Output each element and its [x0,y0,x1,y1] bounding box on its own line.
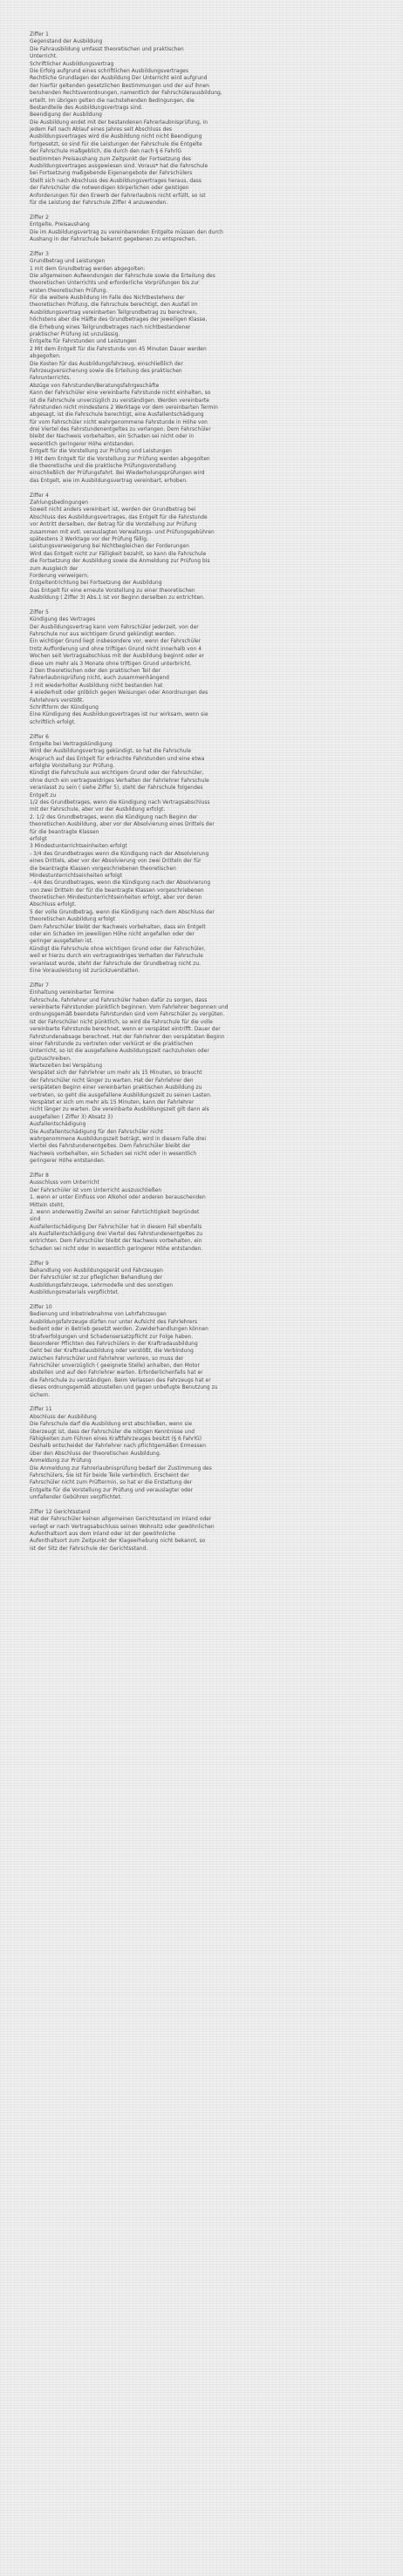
clause-section [30,214,379,244]
clause-section [30,1509,379,1553]
clause-section [30,1304,379,1399]
text-line: bestimmten Preisaushang zum Zeitpunkt der Fortsetzung des [30,156,192,162]
text-line: ohne durch ein vertragswidriges Verhalten der Fahrlehrer Fahrschule [30,778,209,784]
text-line: - 3/4 des Grundbetrages wenn die Kündigung nach der Absolvierung [30,851,209,857]
clause-heading: Ziffer 3 [30,251,49,257]
text-line: beruhenden Rechtsverordnungen, namentlich der Fahrschülerausbildung, [30,91,222,97]
text-line: weil er hierzu durch ein vertragswidriges Verhalten der Fahrschule [30,954,203,960]
text-line: Unterricht, so ist die ausgefallene Ausbildungszeit nachzuholen oder [30,1049,209,1055]
text-line: 2. 1/2 des Grundbetrages, wenn die Kündigung nach Beginn der [30,814,198,820]
text-line: Fahrerlaubnisprüfung nicht, auch zusammenhängend [30,676,169,682]
text-line: über den Abschluss der theoretischen Ausbildung. [30,1451,161,1457]
text-line: das Entgelt, wie im Ausbildungsvertrag vereinbart, erhoben. [30,478,188,484]
text-line: Fahrzeugversicherung sowie die Erteilung des praktischen [30,368,182,374]
text-line: Entgelte für die Vorstellung zur Prüfung und verauslagter oder [30,1487,194,1493]
text-line: trotz Aufforderung und ohne triftigen Grund nicht innerhalb von 4 [30,646,202,652]
text-line: jedem Fall nach Ablauf eines Jahres seit Abschluss des [30,127,173,133]
text-line: spätestens 3 Werktage vor der Prüfung fällig. [30,536,148,542]
text-line: theoretischen Unterrichts und erforderliche Vorprüfungen bis zur [30,281,200,287]
text-line: Fahrunterrichts. [30,376,72,382]
text-line: Wochen seit Vertragsabschluss mit der Ausbildung beginnt oder er [30,654,205,660]
text-line: sichern. [30,1392,51,1398]
text-line: Hat der Fahrschüler keinen allgemeinen Gerichtsstand im Inland oder [30,1517,212,1523]
text-line: mit der Fahrschule, aber vor der Ausbildung erfolgt. [30,807,166,813]
clause-heading: Ziffer 9 [30,1261,49,1267]
text-line: theoretischen Prüfung, die Fahrschule berechtigt, den Ausfall im [30,302,198,309]
text-line: Entgelte für Fahrstunden und Leistungen [30,339,137,345]
text-line: erfolgte Vorstellung zur Prüfung. [30,764,115,770]
text-line: Abschluss erfolgt. [30,902,77,908]
text-line: Besonderer Pflichten des Fahrschülers in der Kraftradausbildung [30,1341,198,1347]
clause-section [30,609,379,726]
text-line: für die beantragte Klassen [30,829,99,835]
text-line: erfolgt [30,836,47,842]
text-line: diese um mehr als 3 Monate ohne triftigen Grund unterbricht. [30,661,192,667]
text-line: Für die weitere Ausbildung im Falle des Nichtbestehens der [30,296,185,302]
text-line: ausgefallen ( Ziffer 3) Absatz 3) [30,1114,113,1120]
text-line: theoretischen Mindestunterrichtseinheiten erfolgt, aber vor deren [30,895,202,901]
text-line: Rechtliche Grundlagen der Ausbildung Der Unterricht wird aufgrund [30,76,208,82]
text-line: abgesagt, ist die Fahrschule berechtigt, eine Ausfallentschädigung [30,412,204,418]
text-line: Ausbildung ( Ziffer 3) Abs.1 ist vor Beginn derselben zu entrichten. [30,595,205,602]
text-line: der Fahrschüler die notwendigen körperlichen oder geistigen [30,186,189,192]
text-line: höchstens aber die Hälfte des Grundbetrages der jeweiligen Klasse, [30,317,208,323]
text-line: abgegolten. [30,354,61,360]
clause-section [30,1406,379,1501]
text-line: Kündigt die Fahrschule aus wichtigem Grund oder der Fahrschüler, [30,771,204,777]
text-line: abstellen und auf den Fahrlehrer warten. Erforderlichenfalls hat er [30,1370,203,1376]
text-line: Die Fahrschule darf die Ausbildung erst abschließen, wenn sie [30,1422,192,1428]
text-line: Der Ausbildungsvertrag kann vom Fahrschüler jederzeit, von der [30,624,199,630]
text-line: Mindestunterrichtseinheiten erfolgt [30,873,123,879]
text-line: Entgelte bei Vertragskündigung [30,741,113,747]
clause-heading: Ziffer 12 Gerichtsstand [30,1509,91,1515]
text-line: sind [30,1217,41,1223]
text-line: Ausbildungsvertrages wird die Ausbildung nicht nicht Beendigung [30,134,202,140]
text-line: Kündigung des Vertrages [30,617,96,623]
text-line: der Fahrschüler nicht länger zu warten. Hat der Fahrlehrer den [30,1077,194,1084]
text-line: Schaden sei nicht oder in wesentlich geringerer Höhe entstanden. [30,1246,203,1252]
text-line: zusammen mit evtl. verauslagten Verwaltungs- und Prüfungsgebühren [30,529,215,535]
text-line: verspäteten Beginn einer vereinbarten praktischen Ausbildung zu [30,1085,202,1091]
text-line: Forderung verweigern. [30,573,89,579]
text-line: von zwei Dritteln der für die beantragte Klassen vorgeschriebenen [30,887,204,894]
text-line: einschließlich der Prüfungsfahrt. Bei Wiederholungsprüfungen wird [30,471,205,477]
text-line: Die Ausbildung endet mit der bestandenen Fahrerlaubnisprüfung, in [30,119,208,126]
text-line: theoretischen Ausbildung, aber vor der Absolvierung eines Drittels der [30,822,215,828]
text-line: bleibt der Nachweis vorbehalten, ein Schaden sei nicht oder in [30,434,195,440]
text-line: wahrgenommene Ausbildungszeit beträgt, wird in diesem Falle drei [30,1136,207,1142]
text-line: 3 Mit dem Entgelt für die Vorstellung zur Prüfung werden abgegolten [30,456,210,462]
text-line: Verspätet sich der Fahrlehrer um mehr als 15 Minuten, so braucht [30,1071,202,1077]
text-line: Fahrschüler unverzüglich ( geeignete Stelle) anhalten, den Motor [30,1363,200,1370]
text-line: 1/2 des Grundbetrages, wenn die Kündigung nach Vertragsabschluss [30,800,210,806]
text-line: - 4/4 des Grundbetrages, wenn die Kündigung nach der Absolvierung [30,880,211,887]
text-line: Entgelt zu [30,792,57,799]
clause-heading: Ziffer 1 [30,32,49,37]
text-line: Anmeldung zur Prüfung [30,1458,92,1465]
text-line: Soweit nicht anders vereinbart ist, werden der Grundbetrag bei [30,507,196,513]
text-line: Die im Ausbildungsvertrag zu vereinbarenden Entgelte müssen den durch [30,229,223,235]
text-line: Abschluss der Ausbildung [30,1414,97,1420]
text-line: Kündigt die Fahrschule ohne wichtigen Grund oder der Fahrschüler, [30,946,206,952]
text-line: ordnungsgemäß beendete Fahrstunden sind vom Fahrschüler zu vergüten. [30,1012,225,1018]
text-line: fortgesetzt, so sind für die Leistungen der Fahrschule die Entgelte [30,141,202,147]
text-line: 2. wenn anderweitig Zweifel an seiner Fahrtüchtigkeit begründet [30,1209,200,1215]
text-line: geringerer Höhe entstanden. [30,1159,106,1165]
text-line: Grundbetrag und Leistungen [30,259,106,265]
text-line: nicht länger zu warten. Die vereinbarte Ausbildungszeit gilt dann als [30,1107,209,1113]
text-line: vereinbarte Fahrstunden pünktlich beginnen. Vom Fahrlehrer begonnen und [30,1004,229,1010]
text-line: Der Fahrschüler ist zur pfleglichen Behandlung der [30,1275,163,1281]
text-line: Bedienung und Inbetriebnahme von Lehrfahrzeugen [30,1312,167,1318]
text-line: ist die Fahrschule unverzüglich zu verständigen. Werden vereinbarte [30,398,209,404]
text-line: Ausbildungsvertrag vereinbarten Teilgrundbetrag zu berechnen, [30,309,198,316]
text-line: Schriftform der Kündigung [30,704,99,710]
text-line: Die Anmeldung zur Fahrerlaubnisprüfung bedarf der Zustimmung des [30,1465,212,1472]
text-line: der Fahrschule maßgeblich, die durch den nach § 6 FahrlG [30,149,182,155]
text-line: 1. wenn er unter Einfluss von Alkohol oder anderen berauschenden [30,1195,206,1201]
text-line: Deshalb entscheidet der Fahrlehrer nach pflichtgemäßen Ermessen [30,1444,207,1450]
text-line: Anforderungen für den Erwerb der Fahrerlaubnis nicht erfüllt, so ist [30,193,206,199]
text-line: bei Fortsetzung maßgebende Eigenangebote der Fahrschülers [30,171,193,177]
text-line: Abschluss des Ausbildungsvertrages, das Entgelt für die Fahrstunde [30,514,208,520]
text-line: Mitteln steht, [30,1202,65,1208]
text-line: gutzuschreiben. [30,1056,72,1062]
text-line: für vom Fahrschüler nicht wahrgenommene Fahrstunde in Höhe von [30,419,208,425]
clause-heading: Ziffer 8 [30,1172,49,1179]
text-line: vereinbarte Fahrstunde berechnet, wenn er verspätet eintrifft. Dauer der [30,1027,221,1033]
text-line: Ausbildungsfahrzeuge, Lehrmodelle und des sonstigen [30,1282,174,1288]
clause-heading: Ziffer 10 [30,1304,52,1310]
text-line: dieses ordnungsgemäß abzustellen und gegen unbefugte Benutzung zu [30,1385,218,1391]
clause-heading: Ziffer 7 [30,982,49,989]
text-line: Behandlung von Ausbildungsgerät und Fahrzeugen [30,1268,163,1274]
text-line: Ist der Fahrschüler nicht pünktlich, so wird die Fahrschule für die volle [30,1019,213,1025]
text-line: Eine Kündigung des Ausbildungsvertrages ist nur wirksam, wenn sie [30,712,208,718]
text-line: Ausbildungsvertrages ausgewiesen sind. Voraus* hat die Fahrschule [30,164,208,170]
text-line: 3 mit wiederholter Ausbildung nicht bestanden hat [30,683,163,689]
text-line: Viertel des Fahrstundenentgeltes. Dem Fahrschüler bleibt der [30,1144,191,1150]
text-line: einer Fahrstunde zu vertreten oder verkürzt er die praktischen [30,1041,194,1047]
text-line: eines Drittels, aber vor der Absolvierung von zwei Dritteln der für [30,859,202,865]
text-line: Stellt sich nach Abschluss des Ausbildungsvertrages heraus, dass [30,178,202,184]
text-line: schriftlich erfolgt. [30,719,76,725]
text-line: zum Ausgleich der [30,566,79,572]
clause-section [30,1172,379,1253]
text-line: Strafverfolgungen und Schadensersatzpflicht zur Folge haben. [30,1334,194,1340]
text-line: Fahrschule nur aus wichtigem Grund gekündigt werden. [30,632,176,638]
text-line: Fahrlehrers verstößt. [30,697,85,703]
text-line: Dem Fahrschüler bleibt der Nachweis vorbehalten, dass ein Entgelt [30,924,206,930]
text-line: Ein wichtiger Grund liegt insbesondere vor, wenn der Fahrschüler [30,639,202,645]
text-line: Geht bei der Kraftradausbildung oder verstößt, die Verbindung [30,1349,194,1355]
text-line: Leistungsverweigerung bei Nichtbegleichen der Forderungen [30,544,189,550]
text-line: 5 der volle Grundbetrag, wenn die Kündigung nach dem Abschluss der [30,909,215,915]
text-line: überzeugt ist, dass der Fahrschüler die nötigen Kenntnisse und [30,1429,195,1435]
clause-heading: Ziffer 11 [30,1407,52,1413]
clause-section [30,734,379,975]
text-line: Die Kosten für das Ausbildungsfahrzeug, einschließlich der [30,361,183,367]
text-line: Entgelte, Preisaushang [30,222,90,228]
text-line: Gegenstand der Ausbildung [30,39,103,45]
text-line: ersten theoretischen Prüfung. [30,288,108,294]
clause-heading: Ziffer 5 [30,609,49,615]
text-line: drei Viertel des Fahrstundenentgeltes zu verlangen. Dem Fahrschüler [30,427,211,433]
text-line: Eine Vorausleistung ist zurückzuerstatten. [30,969,140,974]
text-line: Der Fahrschüler ist vom Unterricht auszuschließen [30,1187,162,1193]
text-line: praktischer Prüfung ist unzulässig. [30,332,120,338]
text-line: der hierfür geltenden gesetzlichen Bestimmungen und der auf ihnen [30,83,210,89]
text-line: vertreten, so geht die ausgefallene Ausbildungszeit zu seinen Lasten. [30,1092,212,1098]
clause-heading: Ziffer 2 [30,214,49,221]
text-line: Fahrstundenabsage berechnet. Hat der Fahrlehrer den verspäteten Beginn [30,1034,225,1040]
text-line: umfallender Gebühren verpflichtet. [30,1495,122,1501]
text-line: Beendigung der Ausbildung [30,112,102,119]
clause-section [30,31,379,207]
text-line: Bestandteile des Ausbildungsvertrags sind. [30,105,143,111]
text-line: Aufenthaltsort zum Zeitpunkt der Klageerhebung nicht bekannt, so [30,1539,206,1545]
text-line: 2 Den theoretischen oder den praktischen Teil der [30,668,161,674]
text-line: Fahrstunden nicht mindestens 2 Werktage vor dem vereinbarten Termin [30,404,218,411]
text-line: Fahrschule, Fahrlehrer und Fahrschüler haben dafür zu sorgen, dass [30,997,208,1003]
text-line: Die Ausfallentschädigung für den Fahrschüler nicht [30,1129,164,1135]
text-line: Entgeltentrichtung bei Fortsetzung der Ausbildung [30,581,162,587]
clause-section [30,1261,379,1297]
text-line: die Erhebung eines Teilgrundbetrages nach nichtbestandener [30,324,191,330]
text-line: Ausfallentschädigung [30,1122,86,1128]
document-body [30,31,379,1560]
text-line: veranlasst zu sein ( siehe Ziffer 5), steht der Fahrschule folgendes [30,785,203,792]
text-line: erteilt. Im übrigen gelten die nachstehenden Bedingungen, die [30,98,195,104]
text-line: theoretischen Ausbildung erfolgt [30,917,116,923]
text-line: Entgelt für die Vorstellung zur Prüfung und Leistungen [30,449,172,455]
text-line: die Fortsetzung der Ausbildung sowie die Anmeldung zur Prüfung bis [30,559,210,565]
text-line: Anspruch auf das Entgelt für erbrachte Fahrstunden und eine etwa [30,756,205,762]
text-line: Wird der Ausbildungsvertrag gekündigt, so hat die Fahrschule [30,749,192,755]
text-line: die beantragte Klassen vorgeschriebenen theoretischen [30,866,176,872]
text-line: vor Antritt derselben, der Betrag für die Vorstellung zur Prüfung [30,522,197,528]
text-line: Fähigkeiten zum Führen eines Kraftfahrzeuges besitzt (§ 6 FahrlG) [30,1437,202,1442]
text-line: 3 Mindestunterrichtseinheiten erfolgt [30,844,127,850]
text-line: ist der Sitz der Fahrschule der Gerichtsstand. [30,1546,148,1552]
text-line: bedient oder in Betrieb gesetzt werden. Zuwiderhandlungen können [30,1327,208,1333]
text-line: Nachweis vorbehalten, ein Schaden sei nicht oder in wesentlich [30,1151,197,1157]
text-line: wesentlich geringerer Höhe entstanden. [30,441,135,447]
clause-heading: Ziffer 6 [30,734,49,740]
text-line: entrichten. Dem Fahrschüler bleibt der Nachweis vorbehalten, ein [30,1239,202,1245]
text-line: 2 Mit dem Entgelt für die Fahrstunde von 45 Minuten Dauer werden [30,346,207,352]
text-line: Fahrschüler nicht zum Prüftermin, so hat er die Erstattung der [30,1480,193,1486]
text-line: 4 wiederholt oder gröblich gegen Weisungen oder Anordnungen des [30,690,208,697]
text-line: Schriftlicher Ausbildungsvertrag [30,61,114,67]
text-line: geringer ausgefallen ist. [30,939,93,945]
text-line: Die Fahrausbildung umfasst theoretischen und praktischen [30,46,184,52]
text-line: Verspätet er sich um mehr als 15 Minuten, kann der Fahrlehrer [30,1100,195,1106]
text-line: Ausschluss vom Unterricht [30,1180,99,1186]
text-line: Die allgemeinen Aufwendungen der Fahrschule sowie die Erteilung des [30,273,215,279]
text-line: verlegt er nach Vertragsabschluss seinen Wohnsitz oder gewöhnlichen [30,1524,215,1530]
text-line: die Fahrschule zu verständigen. Beim Verlassen des Fahrzeugs hat er [30,1377,211,1383]
text-line: Wartezeiten bei Verspätung [30,1064,103,1070]
clause-section [30,251,379,486]
text-line: Ausfallentschädigung Der Fahrschüler hat in diesem Fall ebenfalls [30,1224,202,1230]
text-line: Wird das Entgelt nicht zur Fälligkeit bezahlt, so kann die Fahrschule [30,551,207,557]
text-line: oder ein Schaden im jeweiligen Höhe nicht angefallen oder der [30,932,195,938]
clause-section [30,982,379,1166]
text-line: Kann der Fahrschüler eine vereinbarte Fahrstunde nicht einhalten, so [30,391,211,397]
text-line: Die Erfolg aufgrund eines schriftlichen Ausbildungsvertrages [30,68,188,74]
text-line: Aushang in der Fahrschule bekannt gegebenen zu entsprechen. [30,236,197,242]
clause-section [30,493,379,602]
text-line: Das Entgelt für eine erneute Vorstellung zu einer theoretischen [30,588,195,594]
clause-heading: Ziffer 4 [30,493,49,499]
text-line: zwischen Fahrschüler und Fahrlehrer verloren, so muss der [30,1356,184,1362]
text-line: die theoretische und die praktische Prüfungsvorstellung [30,464,176,470]
text-line: Ausbildungsmaterials verpflichtet. [30,1290,120,1296]
text-line: Aufenthaltsort aus dem Inland oder ist der gewöhnliche [30,1532,176,1538]
text-line: 1 mit dem Grundbetrag werden abgegolten: [30,266,146,272]
text-line: für die Leistung der Fahrschule Ziffer 4 anzuwenden. [30,200,168,206]
text-line: Zahlungsbedingungen [30,500,89,506]
text-line: veranlasst wurde, steht der Fahrschule der Grundbetrag nicht zu. [30,961,202,967]
text-line: Unterricht. [30,54,58,60]
text-line: Ausbildungsfahrzeuge dürfen nur unter Aufsicht des Fahrlehrers [30,1319,198,1325]
text-line: Fahrschülers, Sie ist für beide Teile verbindlich. Erscheint der [30,1472,189,1478]
text-line: Abzüge von Fahrstunden/Beratungsfahrgeschäfte [30,383,160,389]
text-line: Einhaltung vereinbarter Termine [30,990,114,996]
text-line: als Ausfallentschädigung drei Viertel des Fahrstundenentgeltes zu [30,1232,203,1238]
